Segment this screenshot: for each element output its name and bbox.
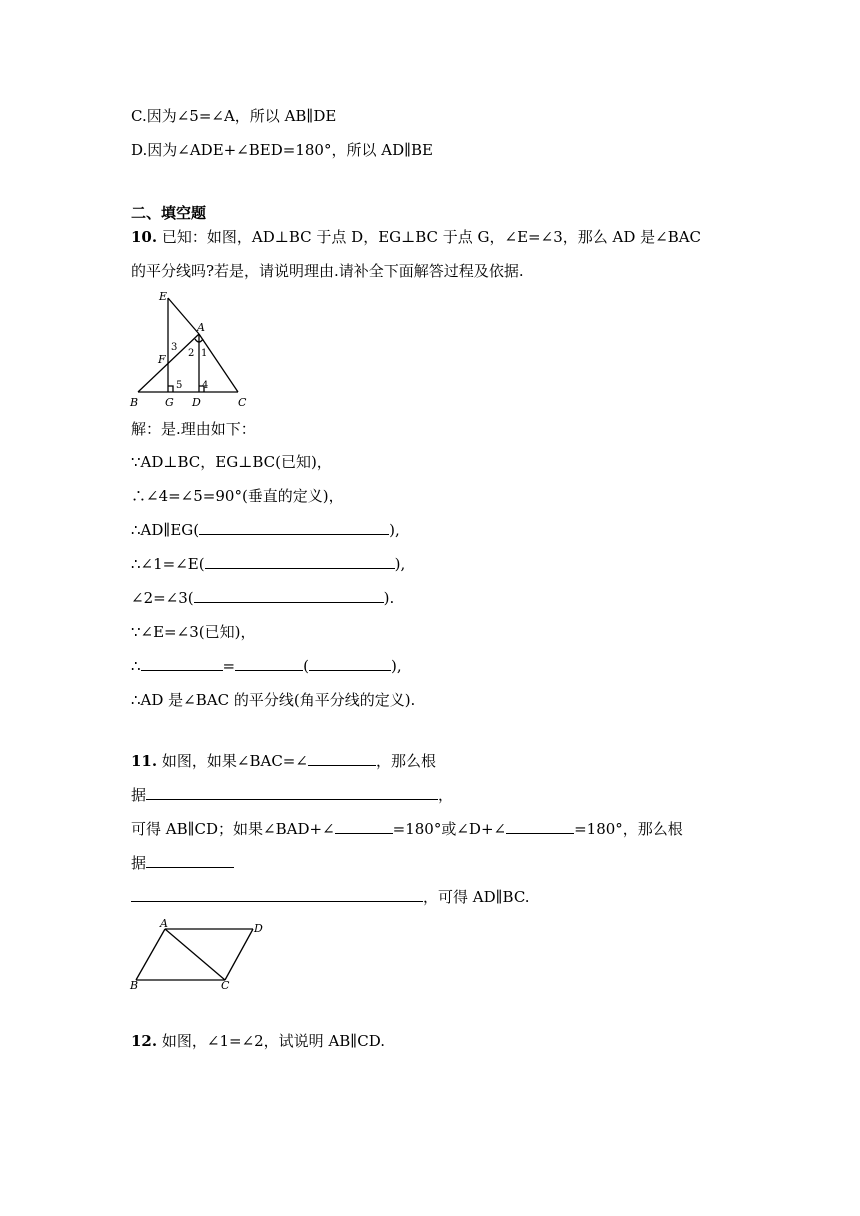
q10-stem-2: 的平分线吗?若是，请说明理由.请补全下面解答过程及依据. [131,262,524,280]
blank-reason-4[interactable] [309,656,391,671]
label-angle-3: 3 [171,342,178,353]
q10-stem-1: 已知：如图，AD⊥BC 于点 D，EG⊥BC 于点 G，∠E=∠3，那么 AD 是∠BAC [161,228,702,246]
q10-solution-8: ∴AD 是∠BAC 的平分线(角平分线的定义). [131,691,416,709]
blank-angle-right[interactable] [235,656,303,671]
q11-figure [128,917,268,993]
q10-solution-4 [131,554,405,574]
blank-q11-reason-2b[interactable] [131,887,423,902]
q11-line5 [131,887,530,907]
q10-solution-2: ∴∠4=∠5=90°(垂直的定义)， [131,487,344,505]
q11-line1-post: ，那么根 [375,752,436,770]
q10-equals: = [222,657,236,675]
label-b: B [130,396,139,409]
q12-text: 如图，∠1=∠2，试说明 AB∥CD. [161,1032,385,1050]
q11-line2-post: ， [438,786,454,804]
line-ea [168,298,199,334]
q10-solution-6: ∵∠E=∠3(已知)， [131,623,256,641]
q10-line1 [131,227,701,247]
q10-solution-3-close: ), [389,521,400,539]
line-dc-q11 [225,929,253,980]
q11-number: 11. [131,752,158,770]
q11-line3-c: =180°，那么根 [574,820,683,838]
q10-solution-7-close: ), [390,657,402,675]
q10-solution-5-close: ). [383,589,395,607]
q11-line4 [131,853,234,873]
option-c [131,106,336,126]
q10-number: 10. [131,228,158,246]
q10-solution-3-text: ∴AD∥EG( [131,521,200,539]
label-g: G [165,396,174,409]
blank-q11-angle-2[interactable] [335,819,393,834]
blank-angle-left[interactable] [141,656,223,671]
q11-line2-pre: 据 [131,786,147,804]
blank-reason-3[interactable] [194,588,384,603]
option-d-label: D. [131,141,148,159]
q10-solution-1: ∵AD⊥BC，EG⊥BC(已知)， [131,453,332,471]
q11-label-c: C [221,979,230,992]
q11-label-a: A [160,917,168,930]
label-e: E [159,290,168,303]
label-angle-4: 4 [202,380,209,391]
q12-line [131,1031,385,1051]
option-d-text: 因为∠ADE+∠BED=180°，所以 AD∥BE [147,141,434,159]
q11-line3-b: =180°或∠D+∠ [392,820,507,838]
label-a: A [197,321,205,334]
q10-figure [128,288,253,410]
label-angle-2: 2 [188,348,195,359]
q10-open-paren: ( [303,657,309,675]
line-ac-q11 [165,929,225,980]
q10-solution-0: 解：是.理由如下： [131,420,256,438]
q11-line2 [131,785,453,805]
q11-label-d: D [254,922,263,935]
section-title: 二、填空题 [131,204,207,222]
q10-solution-4-text: ∴∠1=∠E( [131,555,205,573]
q10-solution-7 [131,656,402,676]
label-f: F [158,353,166,366]
q11-label-b: B [130,979,139,992]
q10-solution-4-close: ), [394,555,406,573]
q11-line5-post: ，可得 AD∥BC. [423,888,530,906]
label-angle-5: 5 [176,380,183,391]
q10-solution-3 [131,520,400,540]
q10-solution-5 [131,588,394,608]
label-d: D [192,396,201,409]
q11-line4-text: 据 [131,854,147,872]
right-angle-g [168,386,173,392]
q12-number: 12. [131,1032,158,1050]
label-angle-1: 1 [201,348,208,359]
label-c: C [238,396,247,409]
q11-line3 [131,819,683,839]
blank-q11-angle-3[interactable] [506,819,574,834]
blank-reason-1[interactable] [199,520,389,535]
blank-reason-2[interactable] [205,554,395,569]
q10-solution-7-text: ∴ [131,657,141,675]
line-ab-q11 [136,929,165,980]
q10-solution-5-text: ∠2=∠3( [131,589,194,607]
option-c-label: C. [131,107,147,125]
blank-q11-reason-1[interactable] [146,785,438,800]
q11-line1 [131,751,436,771]
q11-line3-a: 可得 AB∥CD；如果∠BAD+∠ [131,820,335,838]
option-c-text: 因为∠5=∠A，所以 AB∥DE [146,107,337,125]
option-d [131,140,433,160]
blank-q11-angle-1[interactable] [308,751,376,766]
q11-line1-pre: 如图，如果∠BAC=∠ [161,752,308,770]
blank-q11-reason-2a[interactable] [146,853,234,868]
